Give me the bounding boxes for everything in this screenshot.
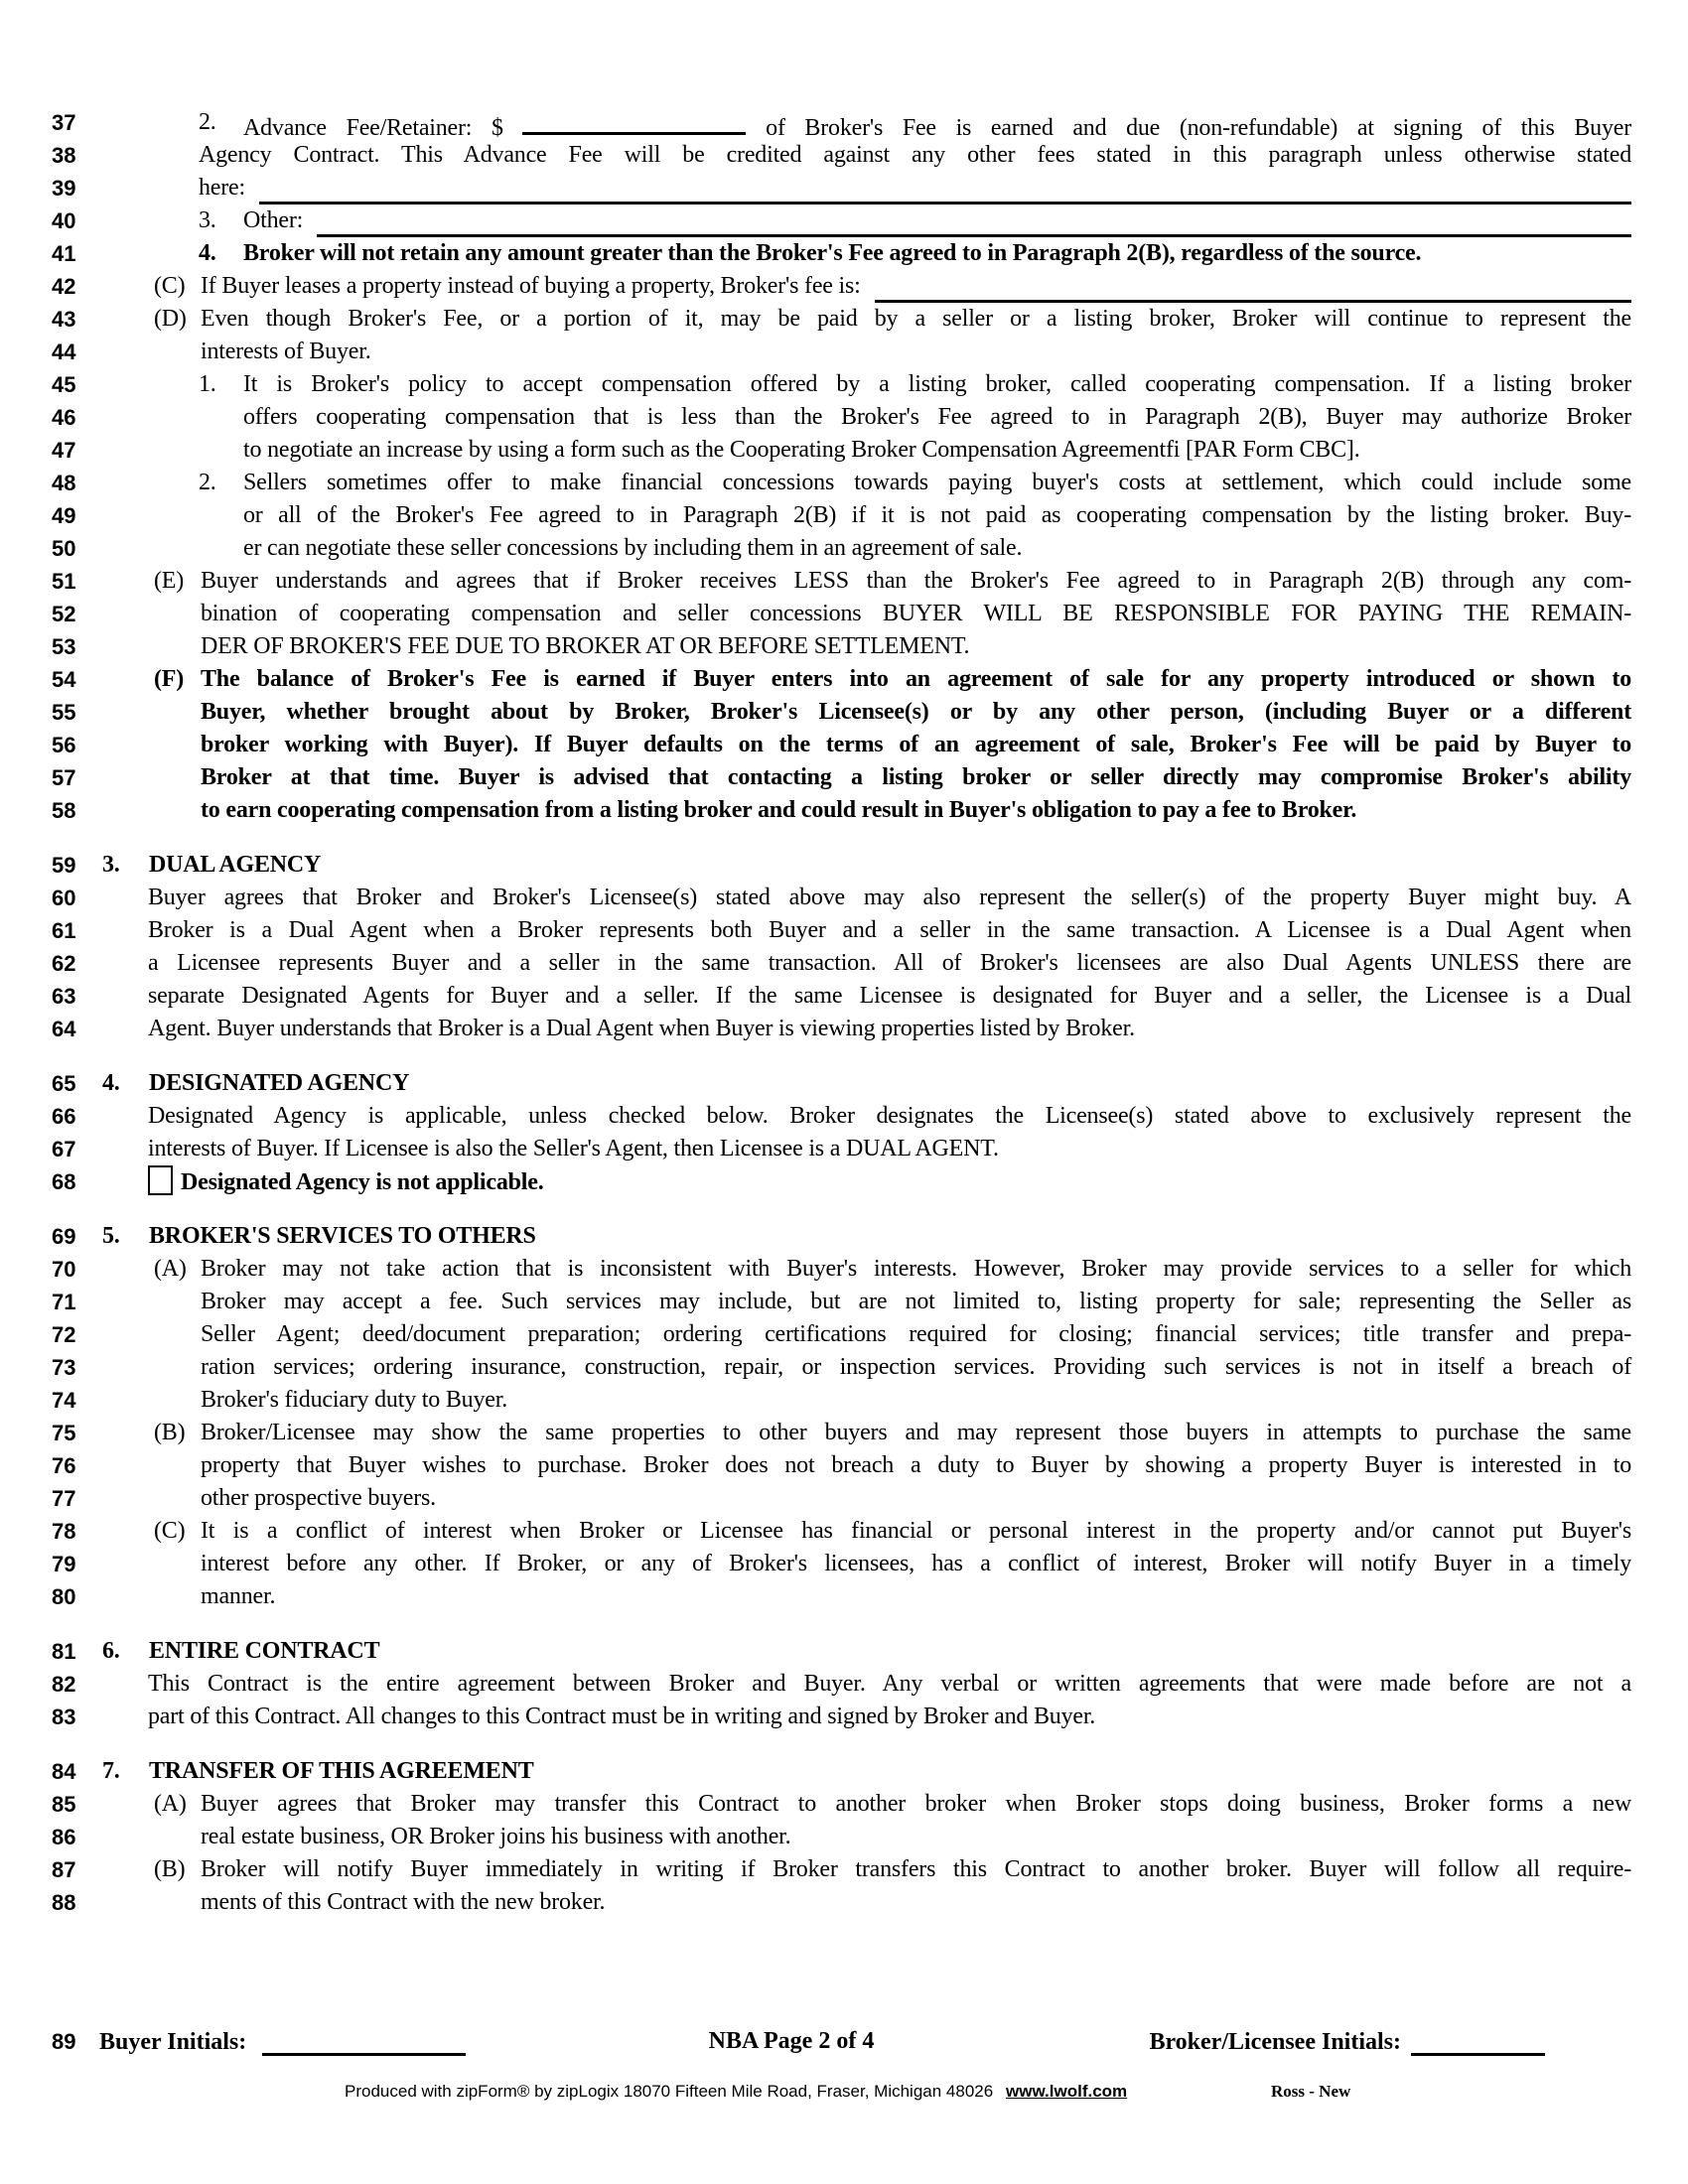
list-marker: 1. (199, 371, 216, 397)
line-number: 80 (52, 1584, 76, 1609)
broker-initials-label: Broker/Licensee Initials: (1149, 2029, 1401, 2055)
line-text: ments of this Contract with the new broker. (201, 1889, 606, 1915)
line-number: 49 (52, 503, 76, 528)
doc-line (0, 1067, 1688, 1100)
line-text: er can negotiate these seller concessions by including them in an agreement of sale. (243, 535, 1023, 561)
doc-line (0, 139, 1688, 172)
blank-field[interactable] (875, 270, 1631, 303)
line-text: 4. Broker will not retain any amount greater than the Broker's Fee agreed to in Paragraph 2(B), regardless of the source. (144, 237, 1631, 270)
doc-line (0, 1417, 1688, 1449)
line-text: 4. DESIGNATED AGENCY (144, 1067, 1631, 1100)
list-marker: 3. (199, 207, 216, 233)
list-marker: 6. (102, 1638, 120, 1664)
line-number: 44 (52, 340, 76, 364)
line-number: 73 (52, 1355, 76, 1380)
list-marker: 4. (199, 240, 216, 266)
line-text: (A) Broker may not take action that is inconsistent with Buyer's interests. However, Broker may provide services to a seller for which (144, 1253, 1631, 1286)
doc-line (0, 1515, 1688, 1548)
doc-line (0, 1384, 1688, 1417)
line-text: 6. ENTIRE CONTRACT (144, 1635, 1631, 1668)
line-number: 71 (52, 1290, 76, 1314)
page-indicator: NBA Page 2 of 4 (708, 2028, 875, 2054)
line-number: 76 (52, 1453, 76, 1478)
line-text: DER OF BROKER'S FEE DUE TO BROKER AT OR BEFORE SETTLEMENT. (201, 633, 970, 659)
footer (0, 2025, 1688, 2058)
doc-line (0, 1351, 1688, 1384)
line-number: 38 (52, 143, 76, 168)
doc-line (0, 336, 1688, 368)
doc-line (0, 401, 1688, 434)
line-number: 66 (52, 1104, 76, 1129)
website-link[interactable]: www.lwolf.com (1006, 2082, 1128, 2101)
line-text: Buyer, whether brought about by Broker, Broker's Licensee(s) or by any other person, (including Buyer or a different (201, 699, 1631, 725)
doc-line (0, 270, 1688, 303)
line-text: This Contract is the entire agreement between Broker and Buyer. Any verbal or written agreements that were made before are not a (148, 1671, 1631, 1697)
line-text: Broker may accept a fee. Such services may include, but are not limited to, listing property for sale; representing the Seller as (201, 1289, 1631, 1314)
line-text: (A) Buyer agrees that Broker may transfer this Contract to another broker when Broker stops doing business, Broker forms a new (144, 1788, 1631, 1821)
line-text: broker working with Buyer). If Buyer defaults on the terms of an agreement of sale, Broker's Fee will be paid by Buyer to (201, 732, 1631, 757)
doc-line (0, 630, 1688, 663)
doc-line (0, 1133, 1688, 1165)
buyer-initials-label: Buyer Initials: (99, 2029, 247, 2055)
line-number: 81 (52, 1639, 76, 1664)
line-number: 41 (52, 241, 76, 266)
doc-line (0, 1165, 1688, 1198)
list-marker: (D) (154, 306, 187, 332)
line-number: 75 (52, 1421, 76, 1445)
doc-line (0, 237, 1688, 270)
buyer-initials-field[interactable] (262, 2029, 466, 2056)
line-text: property that Buyer wishes to purchase. Broker does not breach a duty to Buyer by showing a property Buyer is interested in to (201, 1452, 1631, 1478)
line-text: interest before any other. If Broker, or any of Broker's licensees, has a conflict of interest, Broker will notify Buyer in a timely (201, 1551, 1631, 1576)
line-number: 70 (52, 1257, 76, 1282)
line-number: 68 (52, 1169, 76, 1194)
doc-line (0, 1668, 1688, 1701)
line-number: 63 (52, 984, 76, 1009)
line-text: 2. Sellers sometimes offer to make financial concessions towards paying buyer's costs at settlement, which could include some (144, 467, 1631, 499)
line-number: 64 (52, 1017, 76, 1041)
line-text: part of this Contract. All changes to this Contract must be in writing and signed by Broker and Buyer. (148, 1704, 1096, 1729)
line-text: 7. TRANSFER OF THIS AGREEMENT (144, 1755, 1631, 1788)
doc-line (0, 106, 1688, 139)
line-text (144, 205, 1631, 237)
doc-line (0, 1100, 1688, 1133)
line-text (144, 106, 1631, 139)
line-text: 3. DUAL AGENCY (144, 849, 1631, 882)
doc-line (0, 368, 1688, 401)
line-text: a Licensee represents Buyer and a seller in the same transaction. All of Broker's licensees are also Dual Agents UNLESS there are (148, 950, 1631, 976)
doc-line (0, 1886, 1688, 1919)
line-number: 60 (52, 886, 76, 910)
line-text: (D) Even though Broker's Fee, or a portion of it, may be paid by a seller or a listing broker, Broker will continue to represent the (144, 303, 1631, 336)
doc-line (0, 663, 1688, 696)
line-text: separate Designated Agents for Buyer and a seller. If the same Licensee is designated for Buyer and a seller, the Licensee is a Dual (148, 983, 1631, 1009)
line-number: 69 (52, 1224, 76, 1249)
doc-line (0, 1482, 1688, 1515)
designated-agency-checkbox[interactable] (148, 1165, 173, 1195)
list-marker: (B) (154, 1856, 186, 1882)
text-segment: If Buyer leases a property instead of buying a property, Broker's fee is: (201, 273, 861, 299)
list-marker: (C) (154, 273, 186, 299)
list-marker: (E) (154, 568, 185, 594)
doc-line (0, 914, 1688, 947)
line-text: other prospective buyers. (201, 1485, 436, 1511)
doc-line (0, 947, 1688, 980)
line-number: 89 (52, 2029, 76, 2054)
doc-line (0, 1788, 1688, 1821)
line-number: 55 (52, 700, 76, 725)
line-text: Designated Agency is not applicable. (144, 1165, 1631, 1198)
form-ref: Ross - New (1271, 2082, 1351, 2101)
blank-field[interactable] (522, 106, 746, 135)
line-number: 57 (52, 765, 76, 790)
line-text: (C) It is a conflict of interest when Broker or Licensee has financial or personal interest in the property and/or cannot put Buyer's (144, 1515, 1631, 1548)
line-number: 40 (52, 208, 76, 233)
line-text: Agency Contract. This Advance Fee will be credited against any other fees stated in this paragraph unless otherwise stated (199, 142, 1631, 168)
line-text: (F) The balance of Broker's Fee is earned if Buyer enters into an agreement of sale for any property introduced or shown to (144, 663, 1631, 696)
line-text: (B) Broker will notify Buyer immediately in writing if Broker transfers this Contract to another broker. Buyer will follow all require- (144, 1853, 1631, 1886)
produced-note-row (0, 2082, 1688, 2108)
line-number: 67 (52, 1137, 76, 1161)
text-segment: here: (199, 175, 245, 201)
doc-line (0, 532, 1688, 565)
line-number: 48 (52, 471, 76, 495)
line-number: 72 (52, 1322, 76, 1347)
line-text: interests of Buyer. (201, 339, 371, 364)
doc-line (0, 1853, 1688, 1886)
doc-line (0, 172, 1688, 205)
line-number: 62 (52, 951, 76, 976)
doc-line (0, 729, 1688, 761)
doc-line (0, 1318, 1688, 1351)
line-number: 87 (52, 1857, 76, 1882)
line-number: 88 (52, 1890, 76, 1915)
doc-line (0, 1548, 1688, 1580)
line-number: 84 (52, 1759, 76, 1784)
doc-line (0, 1013, 1688, 1045)
line-number: 52 (52, 602, 76, 626)
line-number: 58 (52, 798, 76, 823)
line-text: Buyer agrees that Broker and Broker's Licensee(s) stated above may also represent the seller(s) of the property Buyer might buy. A (148, 885, 1631, 910)
line-text: to negotiate an increase by using a form such as the Cooperating Broker Compensation Agreementfi [PAR Form CBC]. (243, 437, 1360, 463)
doc-line (0, 1635, 1688, 1668)
line-number: 59 (52, 853, 76, 878)
line-number: 86 (52, 1825, 76, 1849)
buyer-initials-group (99, 2026, 466, 2059)
doc-line (0, 1580, 1688, 1613)
line-text: offers cooperating compensation that is less than the Broker's Fee agreed to in Paragraph 2(B), Buyer may authorize Broker (243, 404, 1631, 430)
line-text: Broker is a Dual Agent when a Broker represents both Buyer and a seller in the same transaction. A Licensee is a Dual Agent when (148, 917, 1631, 943)
line-number: 37 (52, 110, 76, 135)
text-segment: of Broker's Fee is earned and due (non-refundable) at signing of this Buyer (746, 115, 1631, 141)
line-text: Broker's fiduciary duty to Buyer. (201, 1387, 507, 1413)
doc-line (0, 467, 1688, 499)
list-marker: (A) (154, 1791, 187, 1817)
line-text (144, 270, 1631, 303)
line-text: Broker at that time. Buyer is advised that contacting a listing broker or seller directly may compromise Broker's ability (201, 764, 1631, 790)
line-number: 78 (52, 1519, 76, 1544)
line-number: 74 (52, 1388, 76, 1413)
line-number: 56 (52, 733, 76, 757)
doc-line (0, 1253, 1688, 1286)
line-number: 43 (52, 307, 76, 332)
broker-initials-group (1149, 2026, 1545, 2059)
line-text: Seller Agent; deed/document preparation; ordering certifications required for closing; financial services; title transfer and prepa- (201, 1321, 1631, 1347)
doc-line (0, 1286, 1688, 1318)
line-number: 53 (52, 634, 76, 659)
list-marker: 2. (199, 470, 216, 495)
doc-line (0, 1220, 1688, 1253)
list-marker: (A) (154, 1256, 187, 1282)
doc-line (0, 1821, 1688, 1853)
doc-line (0, 794, 1688, 827)
line-text: to earn cooperating compensation from a listing broker and could result in Buyer's obligation to pay a fee to Broker. (201, 797, 1357, 823)
doc-line (0, 1449, 1688, 1482)
doc-line (0, 1701, 1688, 1733)
line-number: 61 (52, 918, 76, 943)
line-number: 83 (52, 1705, 76, 1729)
line-text: ration services; ordering insurance, construction, repair, or inspection services. Providing such services is not in itself a breach of (201, 1354, 1631, 1380)
line-number: 79 (52, 1552, 76, 1576)
line-text: bination of cooperating compensation and seller concessions BUYER WILL BE RESPONSIBLE FOR PAYING THE REMAIN- (201, 601, 1631, 626)
line-text: Agent. Buyer understands that Broker is a Dual Agent when Buyer is viewing properties listed by Broker. (148, 1016, 1135, 1041)
list-marker: (B) (154, 1420, 186, 1445)
line-number: 46 (52, 405, 76, 430)
list-marker: (F) (154, 666, 185, 692)
doc-line (0, 303, 1688, 336)
line-text: real estate business, OR Broker joins his business with another. (201, 1824, 791, 1849)
doc-line (0, 598, 1688, 630)
line-number: 77 (52, 1486, 76, 1511)
line-number: 85 (52, 1792, 76, 1817)
line-number: 39 (52, 176, 76, 201)
line-number: 42 (52, 274, 76, 299)
line-text: or all of the Broker's Fee agreed to in Paragraph 2(B) if it is not paid as cooperating compensation by the listing broker. Buy- (243, 502, 1631, 528)
line-number: 51 (52, 569, 76, 594)
list-marker: (C) (154, 1518, 186, 1544)
doc-line (0, 696, 1688, 729)
line-number: 82 (52, 1672, 76, 1697)
broker-initials-field[interactable] (1411, 2029, 1545, 2056)
line-text: 5. BROKER'S SERVICES TO OTHERS (144, 1220, 1631, 1253)
list-marker: 7. (102, 1758, 120, 1784)
doc-line (0, 980, 1688, 1013)
line-text: manner. (201, 1583, 276, 1609)
doc-line (0, 499, 1688, 532)
doc-line (0, 1755, 1688, 1788)
line-number: 50 (52, 536, 76, 561)
doc-line (0, 882, 1688, 914)
produced-note: Produced with zipForm® by zipLogix 18070 Fifteen Mile Road, Fraser, Michigan 48026 (345, 2082, 994, 2101)
line-number: 65 (52, 1071, 76, 1096)
text-segment: Advance Fee/Retainer: $ (243, 115, 523, 141)
text-segment: Other: (243, 207, 304, 233)
line-text: (E) Buyer understands and agrees that if Broker receives LESS than the Broker's Fee agreed to in Paragraph 2(B) through any com- (144, 565, 1631, 598)
doc-line (0, 761, 1688, 794)
line-number: 54 (52, 667, 76, 692)
line-number: 47 (52, 438, 76, 463)
line-text: (B) Broker/Licensee may show the same properties to other buyers and may represent those buyers in attempts to purchase the same (144, 1417, 1631, 1449)
blank-field[interactable] (317, 205, 1631, 237)
doc-line (0, 849, 1688, 882)
doc-line (0, 565, 1688, 598)
line-text (144, 172, 1631, 205)
list-marker: 3. (102, 852, 120, 878)
line-text: 1. It is Broker's policy to accept compensation offered by a listing broker, called cooperating compensation. If a listing broker (144, 368, 1631, 401)
blank-field[interactable] (259, 172, 1631, 205)
line-number: 45 (52, 372, 76, 397)
doc-line (0, 205, 1688, 237)
doc-line (0, 434, 1688, 467)
line-text: Designated Agency is applicable, unless checked below. Broker designates the Licensee(s) stated above to exclusively represent the (148, 1103, 1631, 1129)
list-marker: 2. (199, 109, 216, 135)
list-marker: 4. (102, 1070, 120, 1096)
list-marker: 5. (102, 1223, 120, 1249)
line-text: interests of Buyer. If Licensee is also the Seller's Agent, then Licensee is a DUAL AGENT. (148, 1136, 999, 1161)
